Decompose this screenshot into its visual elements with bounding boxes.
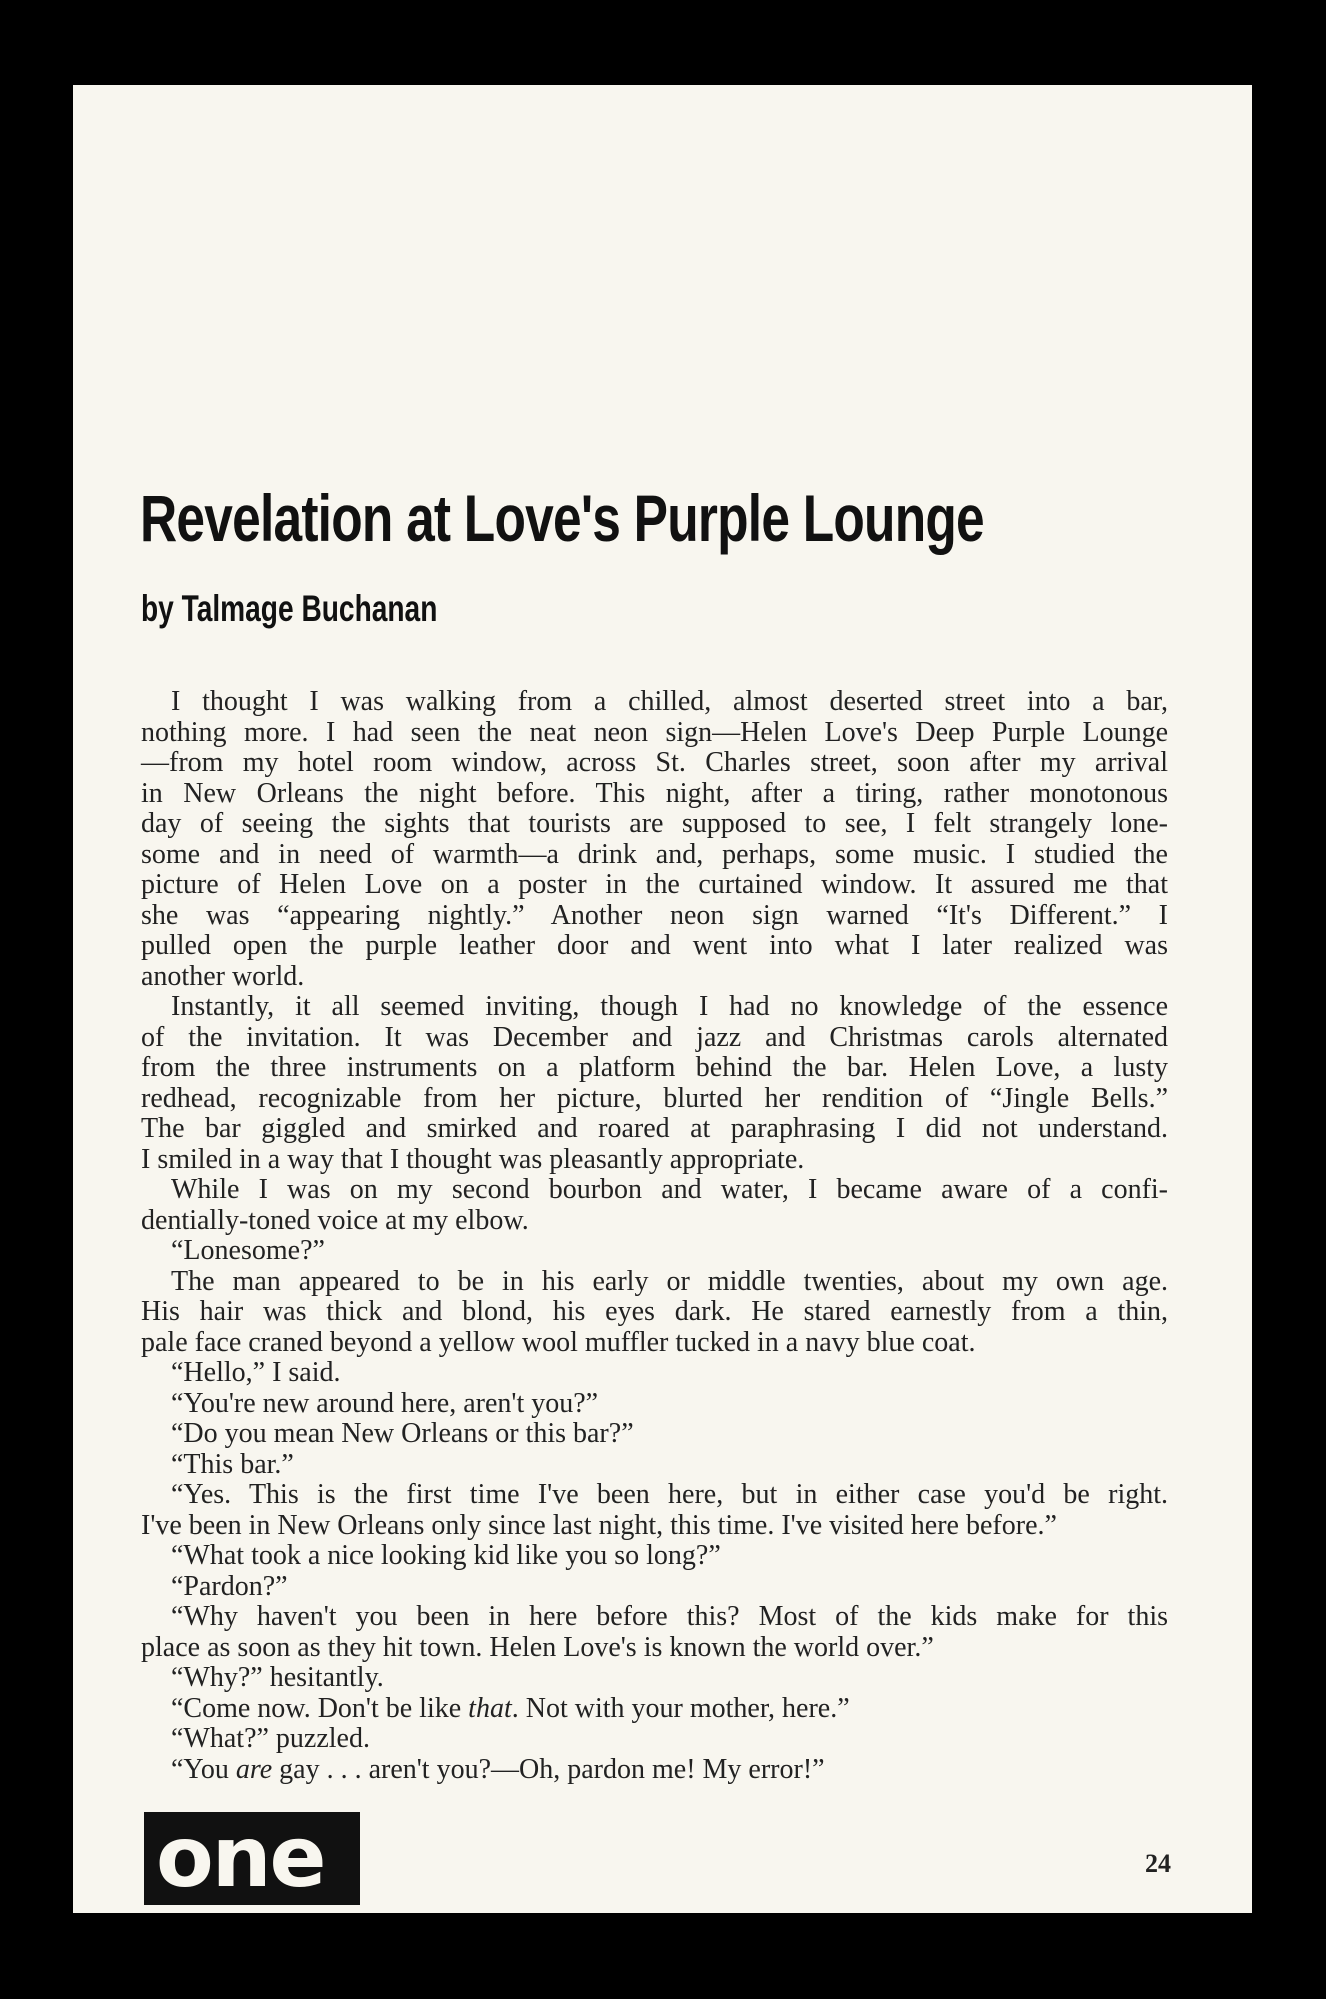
paragraph [141,1663,1168,1694]
text-line: “What took a nice looking kid like you so long?” [171,1540,721,1571]
text-line: day of seeing the sights that tourists are supposed to see, I felt strangely lone- [141,808,1168,839]
paragraph [141,1175,1168,1236]
paragraph [141,1450,1168,1481]
text-line: some and in need of warmth—a drink and, perhaps, some music. I studied the [141,838,1168,870]
text-line: The bar giggled and smirked and roared at paraphrasing I did not understand. [141,1113,1168,1144]
text-line: “What?” puzzled. [171,1723,370,1754]
page-number: 24 [1145,1849,1171,1878]
text-line: nothing more. I had seen the neat neon sign—Helen Love's Deep Purple Lounge [141,716,1168,748]
text-line: redhead, recognizable from her picture, blurted her rendition of “Jingle Bells.” [141,1082,1168,1114]
paragraph [141,1267,1168,1359]
text-line: dentially-toned voice at my elbow. [141,1204,529,1236]
article-byline: by Talmage Buchanan [141,588,438,629]
magazine-page [73,85,1252,1913]
paragraph [141,1541,1168,1572]
article-title: Revelation at Love's Purple Lounge [140,481,984,555]
text-line: from the three instruments on a platform behind the bar. Helen Love, a lusty [141,1052,1168,1083]
text-line: The man appeared to be in his early or middle twenties, about my own age. [171,1265,1168,1297]
text-line: in New Orleans the night before. This night, after a tiring, rather monotonous [141,777,1168,809]
text-line: “You're new around here, aren't you?” [171,1387,599,1419]
text-line: pale face craned beyond a yellow wool muffler tucked in a navy blue coat. [141,1326,976,1358]
text-line: Instantly, it all seemed inviting, though I had no knowledge of the essence [171,991,1168,1022]
text-segment: “Come now. Don't be like [171,1692,469,1724]
text-line: His hair was thick and blond, his eyes dark. He stared earnestly from a thin, [141,1296,1168,1327]
text-line: pulled open the purple leather door and went into what I later realized was [141,930,1168,961]
text-line [141,1755,1168,1786]
text-segment: “You [171,1753,236,1785]
logo-text: one [156,1808,325,1906]
paragraph [141,992,1168,1175]
text-line: “Hello,” I said. [171,1357,341,1388]
text-line: place as soon as they hit town. Helen Love's is known the world over.” [141,1631,934,1663]
paragraph [141,1694,1168,1725]
one-magazine-logo [144,1808,360,1906]
text-line: of the invitation. It was December and jazz and Christmas carols alternated [141,1021,1168,1053]
text-line: I've been in New Orleans only since last night, this time. I've visited here before.” [141,1509,1057,1541]
text-line: “Pardon?” [171,1570,288,1602]
paragraph [141,1755,1168,1786]
paragraph [141,1602,1168,1663]
text-segment: gay . . . aren't you?—Oh, pardon me! My error!” [272,1753,825,1785]
text-line: “Yes. This is the first time I've been here, but in either case you'd be right. [171,1479,1168,1510]
paragraph [141,1572,1168,1603]
text-line: I thought I was walking from a chilled, almost deserted street into a bar, [171,686,1168,717]
italic-text: that [468,1692,512,1724]
text-line: “This bar.” [171,1448,294,1480]
text-line: —from my hotel room window, across St. Charles street, soon after my arrival [141,747,1168,778]
text-segment: . Not with your mother, here.” [511,1692,850,1724]
paragraph [141,687,1168,992]
italic-text: are [235,1753,273,1785]
text-line: “Why haven't you been in here before this? Most of the kids make for this [171,1601,1168,1632]
text-line: “Why?” hesitantly. [171,1662,384,1693]
text-line: “Do you mean New Orleans or this bar?” [171,1418,634,1449]
text-line: picture of Helen Love on a poster in the curtained window. It assured me that [141,869,1168,900]
text-line: “Lonesome?” [171,1235,325,1266]
text-line: I smiled in a way that I thought was pleasantly appropriate. [141,1143,805,1175]
text-line [141,1694,1168,1725]
paragraph [141,1724,1168,1755]
paragraph [141,1419,1168,1450]
text-line: she was “appearing nightly.” Another neon sign warned “It's Different.” I [141,899,1168,931]
paragraph [141,1389,1168,1420]
text-line: While I was on my second bourbon and water, I became aware of a confi- [171,1174,1168,1205]
text-line: another world. [141,960,305,992]
paragraph [141,1358,1168,1389]
paragraph [141,1236,1168,1267]
paragraph [141,1480,1168,1541]
article-body [141,687,1168,1785]
